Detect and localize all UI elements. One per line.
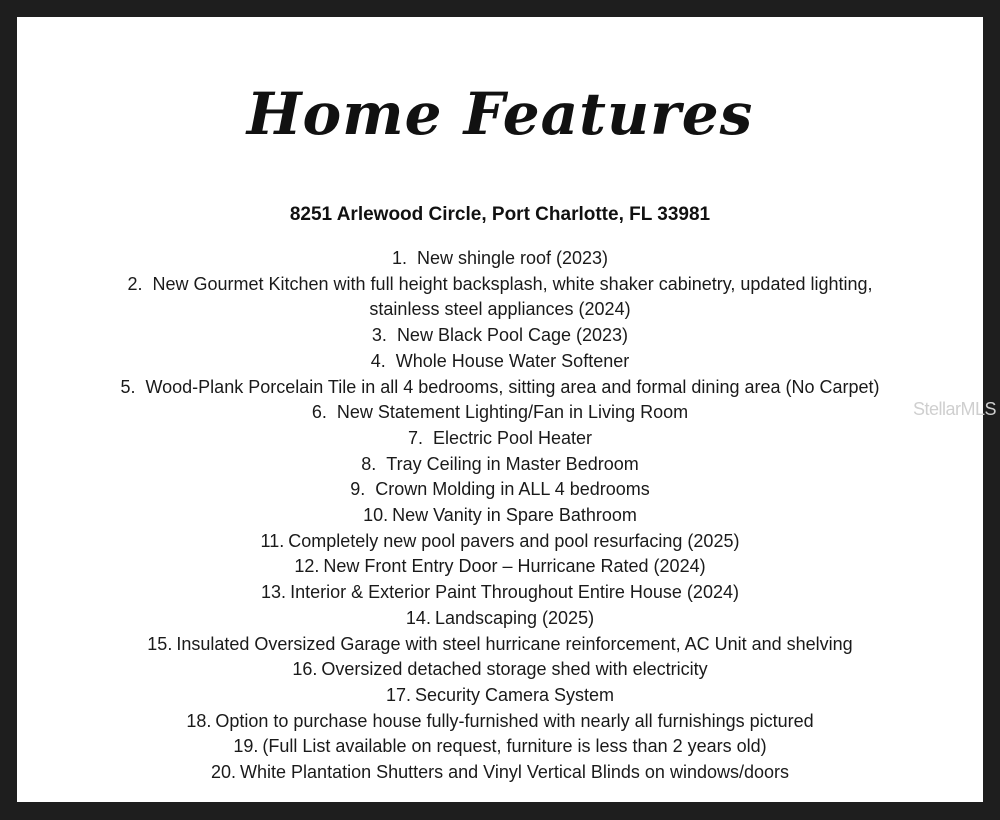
item-text: Whole House Water Softener [395, 350, 630, 371]
item-text: Landscaping (2025) [434, 607, 595, 628]
item-text: New Statement Lighting/Fan in Living Room [336, 402, 689, 423]
item-text: Wood-Plank Porcelain Tile in all 4 bedrooms, sitting area and formal dining area (No Carpet) [145, 376, 880, 397]
feature-sheet [17, 17, 983, 802]
list-item [17, 657, 983, 683]
list-item [17, 323, 983, 349]
list-item [17, 426, 983, 452]
list-item [17, 477, 983, 503]
property-address: 8251 Arlewood Circle, Port Charlotte, FL 33981 [289, 204, 711, 225]
item-text: New Vanity in Spare Bathroom [392, 505, 637, 526]
item-number: 17. [385, 684, 411, 705]
list-item [17, 709, 983, 735]
item-text: Security Camera System [414, 684, 615, 705]
item-text: New Front Entry Door – Hurricane Rated (2024) [323, 556, 706, 577]
item-number: 8. [361, 453, 377, 474]
list-item [17, 503, 983, 529]
item-number: 19. [233, 736, 259, 757]
watermark: StellarMLS [912, 399, 996, 419]
item-text: Oversized detached storage shed with electricity [321, 659, 708, 680]
item-text: (Full List available on request, furniture is less than 2 years old) [262, 736, 767, 757]
item-number: 14. [405, 607, 431, 628]
feature-list [17, 246, 983, 786]
list-item-continuation [17, 297, 983, 323]
item-text: Tray Ceiling in Master Bedroom [386, 453, 639, 474]
item-number: 20. [211, 762, 237, 783]
list-item [17, 246, 983, 272]
item-number: 5. [120, 376, 136, 397]
item-text: Interior & Exterior Paint Throughout Entire House (2024) [290, 582, 739, 603]
list-item [17, 375, 983, 401]
item-text: White Plantation Shutters and Vinyl Vertical Blinds on windows/doors [240, 762, 789, 783]
item-text: New shingle roof (2023) [416, 248, 609, 268]
list-item [17, 606, 983, 632]
list-item [17, 349, 983, 375]
item-number: 6. [311, 402, 327, 423]
list-item [17, 683, 983, 709]
item-number: 7. [407, 427, 423, 448]
list-item [17, 734, 983, 760]
item-number: 13. [261, 582, 287, 603]
list-item [17, 529, 983, 555]
list-item [17, 632, 983, 658]
item-number: 11. [260, 530, 285, 551]
item-text: Crown Molding in ALL 4 bedrooms [375, 479, 650, 500]
item-text: New Black Pool Cage (2023) [396, 325, 629, 346]
item-number: 1. [391, 248, 407, 268]
item-text: stainless steel appliances (2024) [369, 299, 631, 320]
item-number: 3. [371, 325, 387, 346]
item-number: 16. [292, 659, 318, 680]
item-number: 15. [147, 633, 173, 654]
page-title: Home Features [246, 80, 754, 148]
item-text: Completely new pool pavers and pool resurfacing (2025) [288, 530, 740, 551]
list-item [17, 554, 983, 580]
item-number: 10. [363, 505, 389, 526]
list-item [17, 760, 983, 786]
item-text: New Gourmet Kitchen with full height backsplash, white shaker cabinetry, updated lighting, [152, 273, 873, 294]
item-text: Insulated Oversized Garage with steel hurricane reinforcement, AC Unit and shelving [176, 633, 853, 654]
item-number: 4. [370, 350, 386, 371]
item-number: 18. [186, 710, 212, 731]
item-number: 9. [350, 479, 366, 500]
item-number: 12. [294, 556, 320, 577]
list-item [17, 400, 983, 426]
item-text: Electric Pool Heater [432, 427, 593, 448]
list-item [17, 272, 983, 298]
list-item [17, 452, 983, 478]
list-item [17, 580, 983, 606]
item-text: Option to purchase house fully-furnished with nearly all furnishings pictured [215, 710, 814, 731]
item-number: 2. [127, 273, 143, 294]
